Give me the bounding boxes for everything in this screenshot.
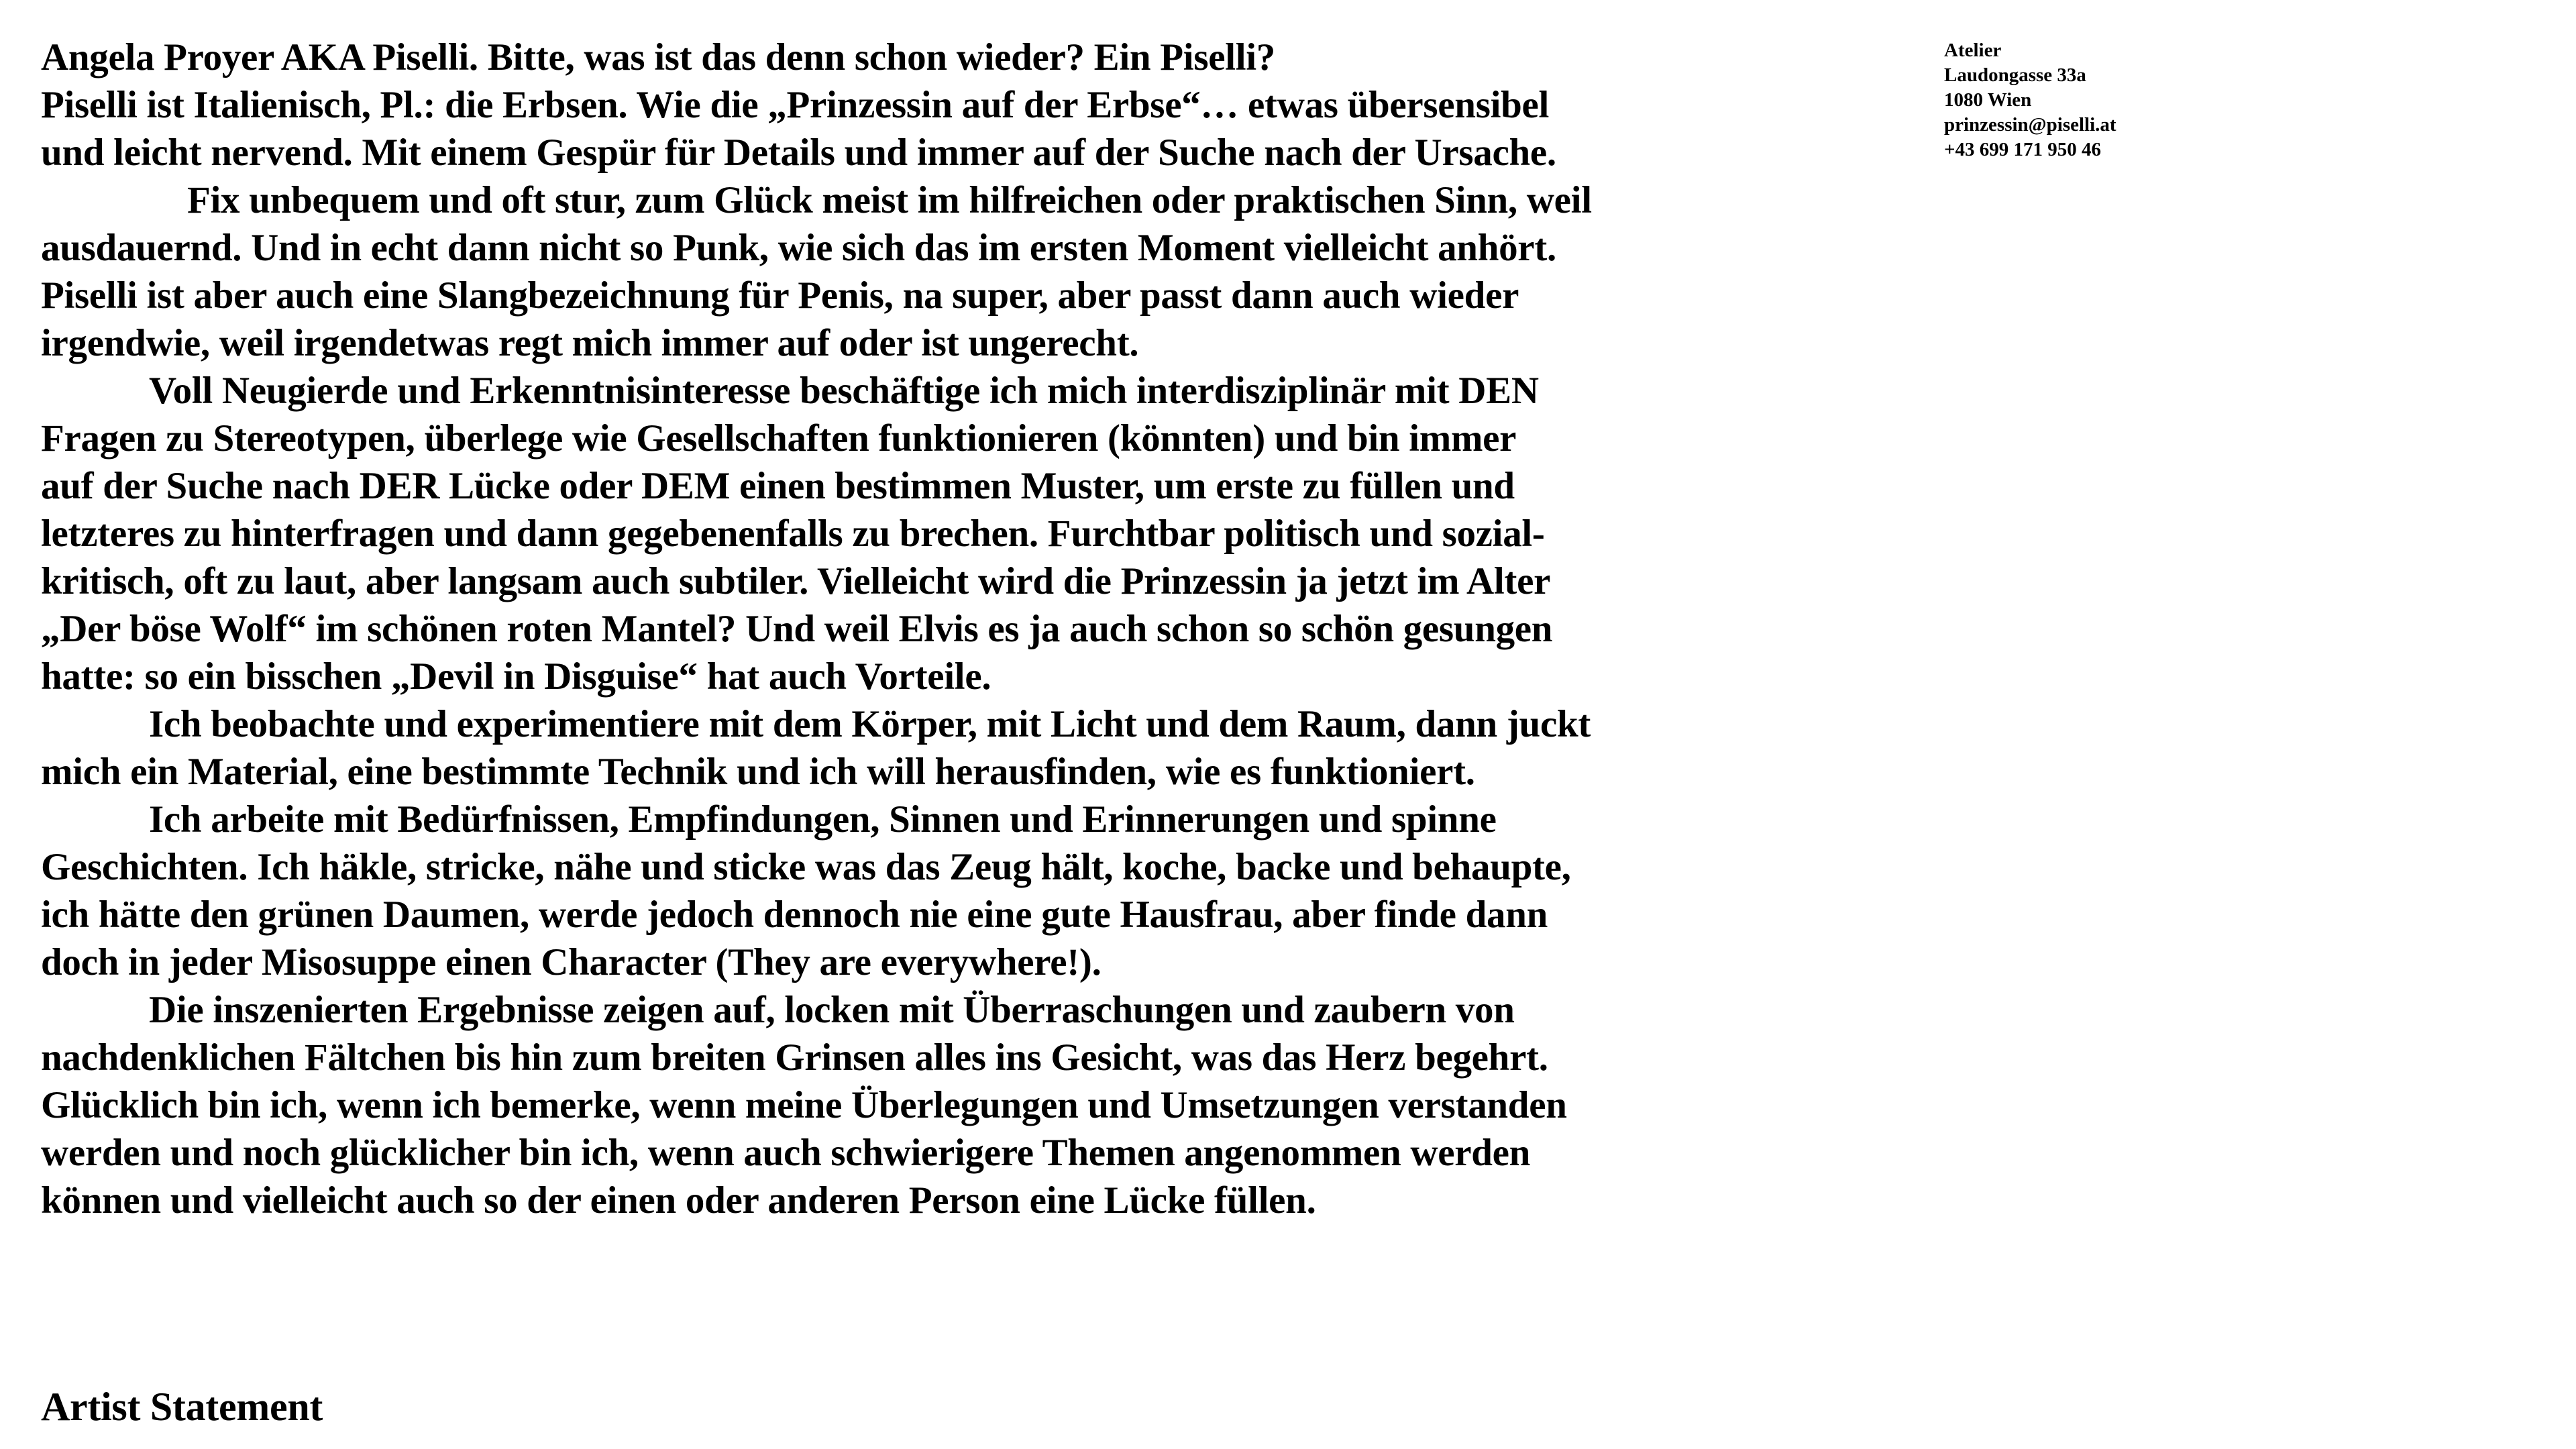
statement-line: werden und noch glücklicher bin ich, wenn auch schwierigere Themen angenommen werden — [41, 1132, 1531, 1174]
artist-statement-text — [41, 34, 1725, 1224]
statement-line: kritisch, oft zu laut, aber langsam auch subtiler. Vielleicht wird die Prinzessin ja jetzt im Alter — [41, 560, 1551, 602]
statement-line: Ich arbeite mit Bedürfnissen, Empfindungen, Sinnen und Erinnerungen und spinne — [149, 798, 1497, 841]
section-title: Artist Statement — [41, 1385, 323, 1429]
contact-email-link[interactable]: prinzessin@piselli.at — [1944, 114, 2116, 136]
statement-line: doch in jeder Misosuppe einen Character (They are everywhere!). — [41, 941, 1102, 983]
statement-line: Piselli ist aber auch eine Slangbezeichnung für Penis, na super, aber passt dann auch wieder — [41, 274, 1519, 317]
statement-line: „Der böse Wolf“ im schönen roten Mantel? Und weil Elvis es ja auch schon so schön gesungen — [41, 608, 1553, 650]
contact-label: Atelier — [1944, 40, 2002, 61]
contact-city: 1080 Wien — [1944, 89, 2032, 111]
statement-line: ausdauernd. Und in echt dann nicht so Punk, wie sich das im ersten Moment vielleicht anhört. — [41, 227, 1556, 269]
statement-line: Angela Proyer AKA Piselli. Bitte, was ist das denn schon wieder? Ein Piselli? — [41, 36, 1276, 78]
statement-line: letzteres zu hinterfragen und dann gegebenenfalls zu brechen. Furchtbar politisch und sozial- — [41, 513, 1545, 555]
statement-line: nachdenklichen Fältchen bis hin zum breiten Grinsen alles ins Gesicht, was das Herz begehrt. — [41, 1036, 1548, 1079]
statement-line: irgendwie, weil irgendetwas regt mich immer auf oder ist ungerecht. — [41, 322, 1139, 364]
statement-line: hatte: so ein bisschen „Devil in Disguise“ hat auch Vorteile. — [41, 655, 991, 698]
statement-line: Fix unbequem und oft stur, zum Glück meist im hilfreichen oder praktischen Sinn, weil — [187, 179, 1592, 221]
statement-line: Die inszenierten Ergebnisse zeigen auf, locken mit Überraschungen und zaubern von — [149, 989, 1515, 1031]
statement-line: können und vielleicht auch so der einen oder anderen Person eine Lücke füllen. — [41, 1179, 1316, 1222]
statement-line: Fragen zu Stereotypen, überlege wie Gesellschaften funktionieren (könnten) und bin immer — [41, 417, 1517, 460]
contact-street: Laudongasse 33a — [1944, 64, 2086, 86]
statement-line: auf der Suche nach DER Lücke oder DEM einen bestimmen Muster, um erste zu füllen und — [41, 465, 1515, 507]
statement-line: Glücklich bin ich, wenn ich bemerke, wenn meine Überlegungen und Umsetzungen verstanden — [41, 1084, 1567, 1126]
statement-line: Ich beobachte und experimentiere mit dem Körper, mit Licht und dem Raum, dann juckt — [149, 703, 1591, 745]
statement-line: ich hätte den grünen Daumen, werde jedoch dennoch nie eine gute Hausfrau, aber finde dann — [41, 894, 1548, 936]
statement-line: und leicht nervend. Mit einem Gespür für Details und immer auf der Suche nach der Ursache. — [41, 131, 1556, 174]
contact-phone-link[interactable]: +43 699 171 950 46 — [1944, 139, 2102, 160]
statement-line: mich ein Material, eine bestimmte Technik und ich will herausfinden, wie es funktioniert. — [41, 751, 1475, 793]
contact-block — [1944, 38, 2414, 162]
statement-line: Geschichten. Ich häkle, stricke, nähe und sticke was das Zeug hält, koche, backe und behaupte, — [41, 846, 1571, 888]
statement-line: Piselli ist Italienisch, Pl.: die Erbsen. Wie die „Prinzessin auf der Erbse“… etwas übersensibel — [41, 84, 1550, 126]
statement-line: Voll Neugierde und Erkenntnisinteresse beschäftige ich mich interdisziplinär mit DEN — [149, 370, 1539, 412]
